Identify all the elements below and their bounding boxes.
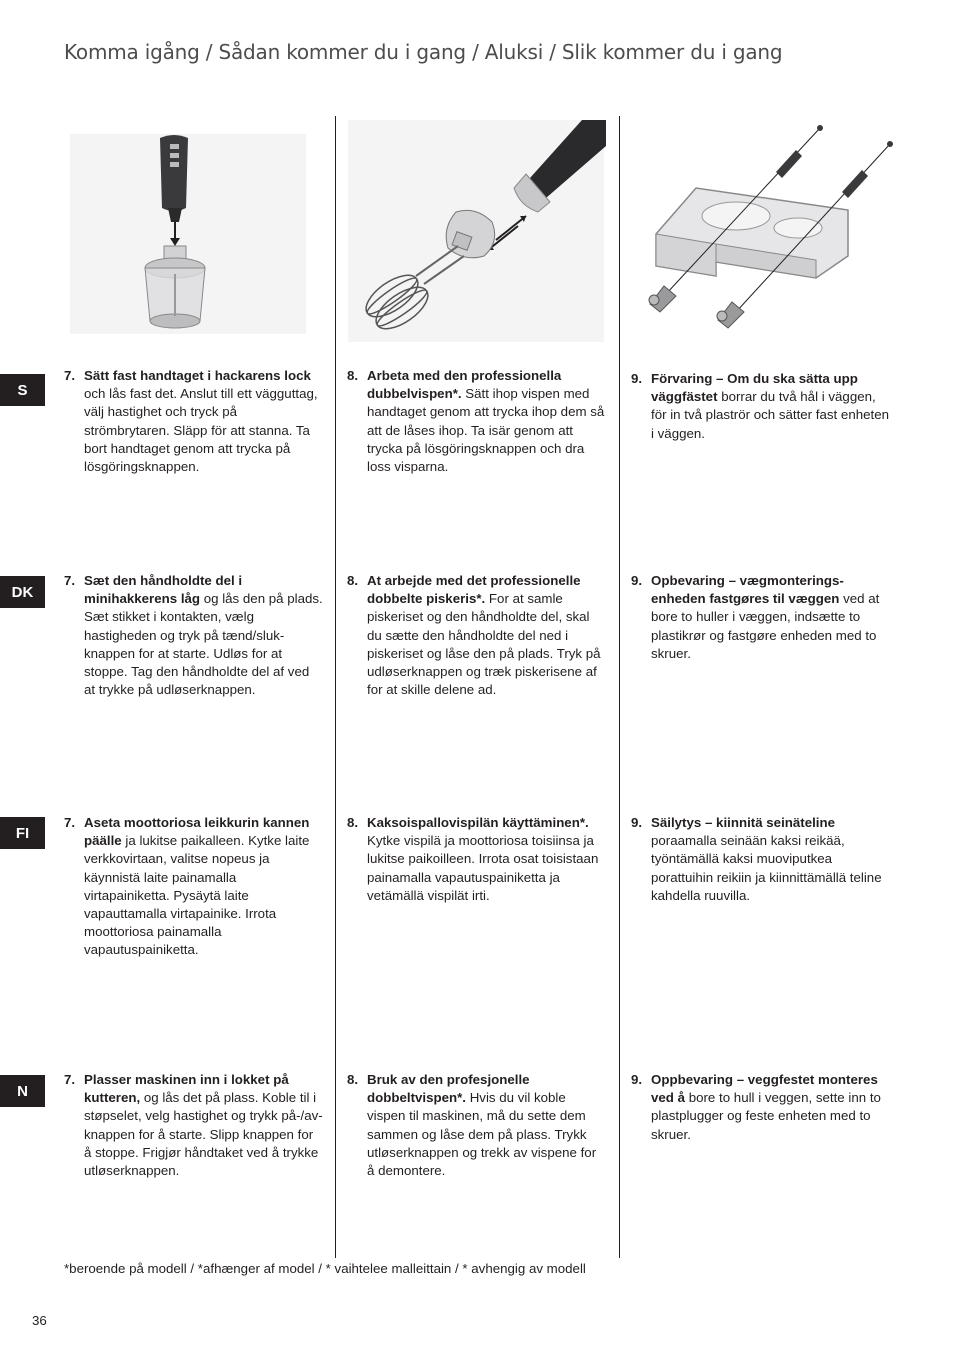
column-divider-right — [619, 116, 620, 1258]
dual-whisk-assembly-icon — [346, 116, 606, 344]
footnote: *beroende på modell / *afhænger af model / * vaihtelee malleittain / * avhengig av modell — [64, 1261, 586, 1276]
language-tab-n: N — [0, 1075, 45, 1107]
step-7-n: 7. Plasser maskinen inn i lokket på kutteren, og lås det på plass. Koble til i støpselet, velg hastighet og trykk på-/av-knappen for å starte. Slipp knappen for å stoppe. Frigjør håndtaket ved å trykke utløserknappen. — [64, 1072, 323, 1179]
column-divider-left — [335, 116, 336, 1258]
step-9-fi: 9. Säilytys – kiinnitä seinäteline poraamalla seinään kaksi reikää, työntämällä kaksi muoviputkea porattuihin reikiin ja kiinnittämällä teline kahdella ruuvilla. — [631, 815, 882, 903]
step-8-fi: 8. Kaksoispallovispilän käyttäminen*. Kytke vispilä ja moottoriosa toisiinsa ja lukitse paikoilleen. Irrota osat toisistaan painamalla vapautuspainiketta ja vetämällä vispilät irti. — [347, 815, 599, 903]
hand-blender-chopper-icon — [64, 116, 324, 342]
step-9-dk: 9. Opbevaring – vægmonterings-enheden fastgøres til væggen ved at bore to huller i væggen, indsætte to plastikrør og fastgøre enheden med to skruer. — [631, 573, 880, 661]
step-7-dk: 7. Sæt den håndholdte del i minihakkerens låg og lås den på plads. Sæt stikket i kontakten, vælg hastigheden og tryk på tænd/sluk-knappen for at starte. Udløs for at stoppe. Tag den håndholdte del af ved at trykke på udløserknappen. — [64, 573, 323, 698]
language-tab-s: S — [0, 374, 45, 406]
page-number: 36 — [32, 1313, 47, 1328]
step-7-s: 7. Sätt fast handtaget i hackarens lock och lås fast det. Anslut till ett vägguttag, välj hastighet och tryck på strömbrytaren. Släpp för att stanna. Ta bort handtaget genom att trycka på lösgöringsknappen. — [64, 368, 318, 475]
wall-mount-bracket-icon — [636, 116, 904, 342]
step-9-n: 9. Oppbevaring – veggfestet monteres ved å bore to hull i veggen, sette inn to plastplugger og feste enheten med to skruer. — [631, 1072, 881, 1142]
step-9-s: 9. Förvaring – Om du ska sätta upp väggfästet borrar du två hål i väggen, för in två plaströr och sätter fast enheten i väggen. — [631, 371, 889, 441]
language-tab-dk: DK — [0, 576, 45, 608]
step-8-s: 8. Arbeta med den professionella dubbelvispen*. Sätt ihop vispen med handtaget genom att trycka ihop dem så att de låses ihop. Ta isär genom att trycka på lösgöringsknappen och dra loss visparna. — [347, 368, 605, 475]
step-7-fi: 7. Aseta moottoriosa leikkurin kannen päälle ja lukitse paikalleen. Kytke laite verkkovirtaan, valitse nopeus ja käynnistä laite painamalla virtapainiketta. Pysäytä laite vapauttamalla virtapainike. Irrota moottoriosa painamalla vapautuspainiketta. — [64, 815, 310, 958]
step-8-dk: 8. At arbejde med det professionelle dobbelte piskeris*. For at samle piskeriset og den håndholdte del, skal du sætte den håndholdte del ned i piskeriset og låse den på plads. Tryk på udløserknappen og træk piskerisene af for at skille delene ad. — [347, 573, 601, 698]
language-tab-fi: FI — [0, 817, 45, 849]
step-8-n: 8. Bruk av den profesjonelle dobbeltvispen*. Hvis du vil koble vispen til maskinen, må du sette dem sammen og låse dem på plass. Trykk utløserknappen og trekk av vispene for å demontere. — [347, 1072, 597, 1179]
page-title: Komma igång / Sådan kommer du i gang / Aluksi / Slik kommer du i gang — [64, 40, 783, 64]
